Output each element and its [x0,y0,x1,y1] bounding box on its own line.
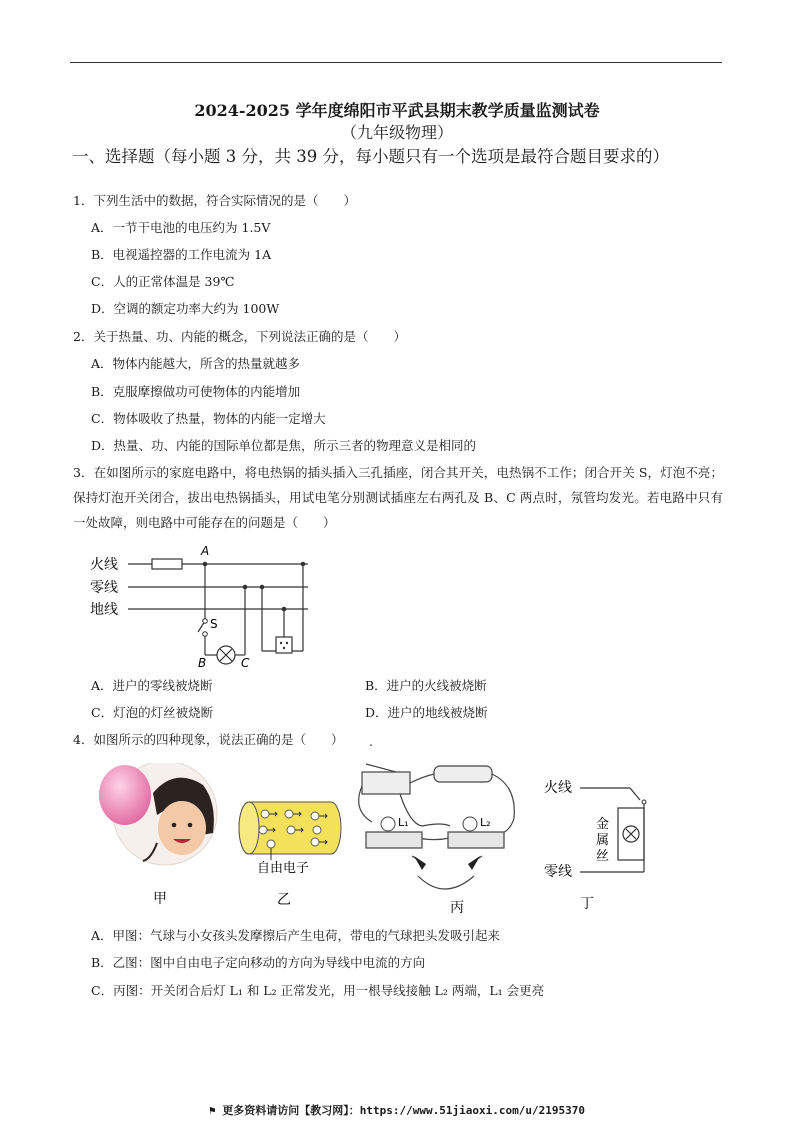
household-circuit-figure [88,543,318,671]
q3-option-b: B．进户的火线被烧断 [365,678,487,693]
figure-ding-metal-wire [540,772,670,914]
q4-option-b: B．乙图：图中自由电子定向移动的方向为导线中电流的方向 [91,955,426,970]
figure-jia-balloon-girl [95,763,225,913]
label-jia: 甲 [153,891,167,907]
label-point-c: C [241,656,250,670]
question-3-stem: 3．在如图所示的家庭电路中，将电热锅的插头插入三孔插座，闭合其开关，电热锅不工作；闭合开关 S，灯泡不亮；保持灯泡开关闭合，拔出电热锅插头，用试电笔分别测试插座左右两孔及 B、C 两点时，氖管均发光。若电路中只有一处故障，则电路中可能存在的问题是（ ） [73,465,723,530]
label-wire-char-3: 丝 [596,849,610,864]
label-wire-char-1: 金 [596,817,610,832]
header-rule [70,62,722,63]
exam-title: 2024-2025 学年度绵阳市平武县期末教学质量监测试卷 [194,101,600,120]
label-ding-live: 火线 [544,780,572,796]
question-4-stem: 4．如图所示的四种现象，说法正确的是（ ） [73,732,344,747]
figure-yi-free-electrons [235,800,345,912]
label-l1: L₁ [398,816,409,829]
label-neutral-wire: 零线 [90,580,118,596]
q2-option-d: D．热量、功、内能的国际单位都是焦，所示三者的物理意义是相同的 [91,438,477,453]
q2-option-b: B．克服摩擦做功可使物体的内能增加 [91,384,301,399]
label-live-wire: 火线 [90,557,118,573]
label-point-a: A [201,544,210,558]
q4-option-c: C．丙图：开关闭合后灯 L₁ 和 L₂ 正常发光，用一根导线接触 L₂ 两端，L₁ 会更亮 [91,983,545,998]
label-free-electron: 自由电子 [257,861,310,876]
q2-option-c: C．物体吸收了热量，物体的内能一定增大 [91,411,326,426]
label-yi: 乙 [277,892,291,908]
q1-option-d: D．空调的额定功率大约为 100W [91,301,280,316]
label-ding-neutral: 零线 [544,864,572,880]
stray-dot: . [369,734,373,749]
q2-option-a: A．物体内能越大，所含的热量就越多 [91,356,301,371]
label-wire-char-2: 属 [596,833,610,848]
label-point-b: B [198,656,207,670]
q1-option-b: B．电视遥控器的工作电流为 1A [91,247,272,262]
label-switch-s: S [210,617,218,631]
label-ground-wire: 地线 [90,602,118,618]
q1-option-a: A．一节干电池的电压约为 1.5V [91,220,271,235]
figure-bing-lamp-circuit [352,752,532,917]
label-ding: 丁 [580,896,594,912]
section-heading: 一、选择题（每小题 3 分，共 39 分，每小题只有一个选项是最符合题目要求的） [72,147,669,166]
label-bing: 丙 [450,900,464,916]
question-1-stem: 1．下列生活中的数据，符合实际情况的是（ ） [73,193,356,208]
q3-option-a: A．进户的零线被烧断 [91,678,213,693]
balloon [99,765,151,825]
question-2-stem: 2．关于热量、功、内能的概念，下列说法正确的是（ ） [73,329,406,344]
q4-option-a: A．甲图：气球与小女孩头发摩擦后产生电荷，带电的气球把头发吸引起来 [91,928,501,943]
q3-option-c: C．灯泡的灯丝被烧断 [91,705,214,720]
q1-option-c: C．人的正常体温是 39℃ [91,274,235,289]
footer-link[interactable]: ⚑ 更多资料请访问【教习网】：https://www.51jiaoxi.com/u/2195370 [209,1104,585,1117]
exam-subtitle: （九年级物理） [340,123,453,142]
label-l2: L₂ [480,816,491,829]
q3-option-d: D．进户的地线被烧断 [365,705,488,720]
